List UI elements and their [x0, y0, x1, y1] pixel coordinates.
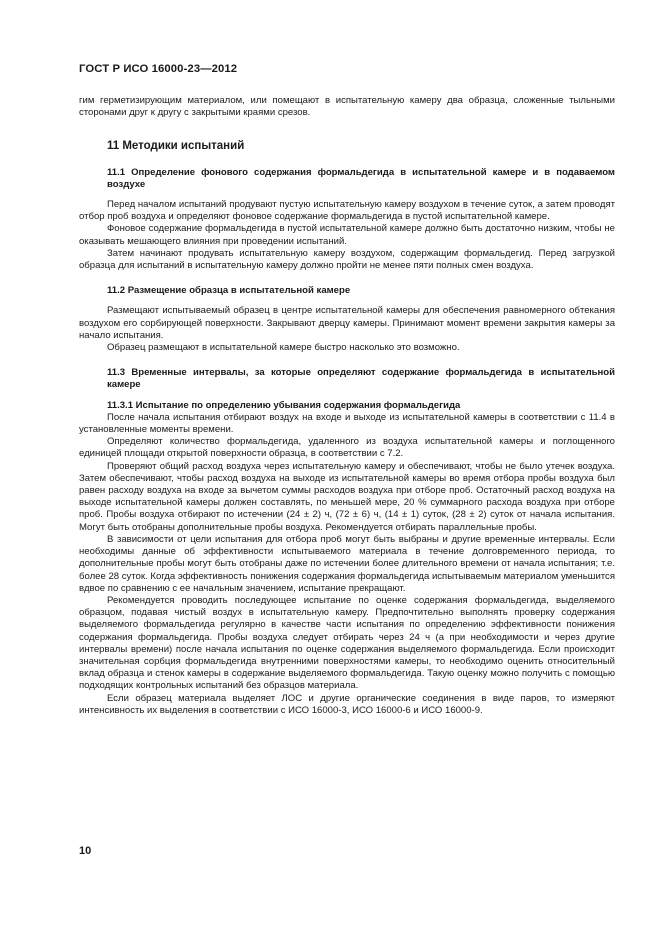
subsection-11-3-1-title: 11.3.1 Испытание по определению убывания содержания формальдегида — [107, 399, 461, 411]
paragraph: Если образец материала выделяет ЛОС и другие органические соединения в виде паров, то измеряют интенсивность их выделения в соответствии с ИСО 16000-3, ИСО 16000-6 и ИСО 16000-9. — [79, 692, 615, 716]
paragraph: Затем начинают продувать испытательную камеру воздухом, содержащим формальдегид. Перед загрузкой образца для испытаний в испытательную камеру должно пройти не менее пяти полных смен воздуха. — [79, 247, 615, 272]
subsection-11-3-title: 11.3 Временные интервалы, за которые определяют содержание формальдегида в испытательной камере — [107, 367, 615, 391]
paragraph: После начала испытания отбирают воздух на входе и выходе из испытательной камеры в соответствии с 11.4 в установленные моменты времени. — [79, 411, 615, 436]
paragraph: Определяют количество формальдегида, удаленного из воздуха испытательной камеры и поглощенного единицей площади открытой поверхности образца, в соответствии с 7.2. — [79, 436, 615, 460]
document-body — [79, 95, 615, 717]
section-title: 11 Методики испытаний — [107, 140, 245, 153]
intro-paragraph: гим герметизирующим материалом, или помещают в испытательную камеру два образца, сложенные тыльными сторонами друг к другу с закрытыми краями срезов. — [79, 95, 615, 119]
paragraph: Фоновое содержание формальдегида в пустой испытательной камере должно быть достаточно низким, чтобы не оказывать мешающего влияния при проведении испытаний. — [79, 223, 615, 247]
document-header: ГОСТ Р ИСО 16000-23—2012 — [79, 63, 238, 75]
paragraph: Образец размещают в испытательной камере быстро насколько это возможно. — [107, 342, 460, 354]
subsection-11-1-title: 11.1 Определение фонового содержания формальдегида в испытательной камере и в подаваемом воздухе — [107, 166, 615, 190]
paragraph: Рекомендуется проводить последующее испытание по оценке содержания формальдегида, выделяемого образцом, подавая чистый воздух в испытательную камеру. Предпочтительно выполнять проверку содержания выделяемого формальдегида регулярно в качестве части испытания по определению эффективности понижения содержания формальдегида. Пробы воздуха следует отбирать через 24 ч (а при необходимости и через другие интервалы времени) после начала испытания по оценке содержания выделяемого формальдегида. Если происходит значительная сорбция формальдегида внутренними поверхностями камеры, то необходимо оценить относительный вклад образца и стенок камеры в содержание выделяемого формальдегида. Такую оценку можно получить с помощью подходящих контрольных испытаний без образцов материала. — [79, 594, 615, 692]
subsection-11-2-title: 11.2 Размещение образца в испытательной камере — [107, 285, 351, 297]
paragraph: Размещают испытываемый образец в центре испытательной камеры для обеспечения равномерного обтекания воздухом его сорбирующей поверхности. Закрывают дверцу камеры. Принимают момент времени закрытия камеры за начало испытания. — [79, 305, 615, 341]
paragraph: Перед началом испытаний продувают пустую испытательную камеру воздухом в течение суток, а затем проводят отбор проб воздуха и определяют фоновое содержание формальдегида в пустой испытательной камере. — [79, 199, 615, 223]
paragraph: Проверяют общий расход воздуха через испытательную камеру и обеспечивают, чтобы не было утечек воздуха. Затем обеспечивают, чтобы расход воздуха на выходе из испытательной камеры во время отбора пробы воздуха был равен расходу воздуха на входе за вычетом суммы расходов воздуха при отборе проб. Остаточный расход воздуха на выходе испытательной камеры должен составлять, по меньшей мере, 20 % суммарного расхода воздуха при отборе проб. Пробы воздуха отбирают по истечении (24 ± 2) ч, (72 ± 6) ч, (14 ± 1) суток, (28 ± 2) суток от начала испытания. Могут быть отобраны дополнительные пробы воздуха. Рекомендуется отбирать параллельные пробы. — [79, 460, 615, 533]
page-number: 10 — [79, 845, 92, 857]
paragraph: В зависимости от цели испытания для отбора проб могут быть выбраны и другие временные интервалы. Если необходимы данные об эффективности испытываемого материала в течение долговременного периода, то дополнительные пробы могут быть отобраны даже по истечении более длительного времени от начала испытания; т.е. более 28 суток. Когда эффективность понижения содержания формальдегида испытываемым материалом уменьшится вдвое по сравнению с ее начальным значением, испытание прекращают. — [79, 533, 615, 594]
